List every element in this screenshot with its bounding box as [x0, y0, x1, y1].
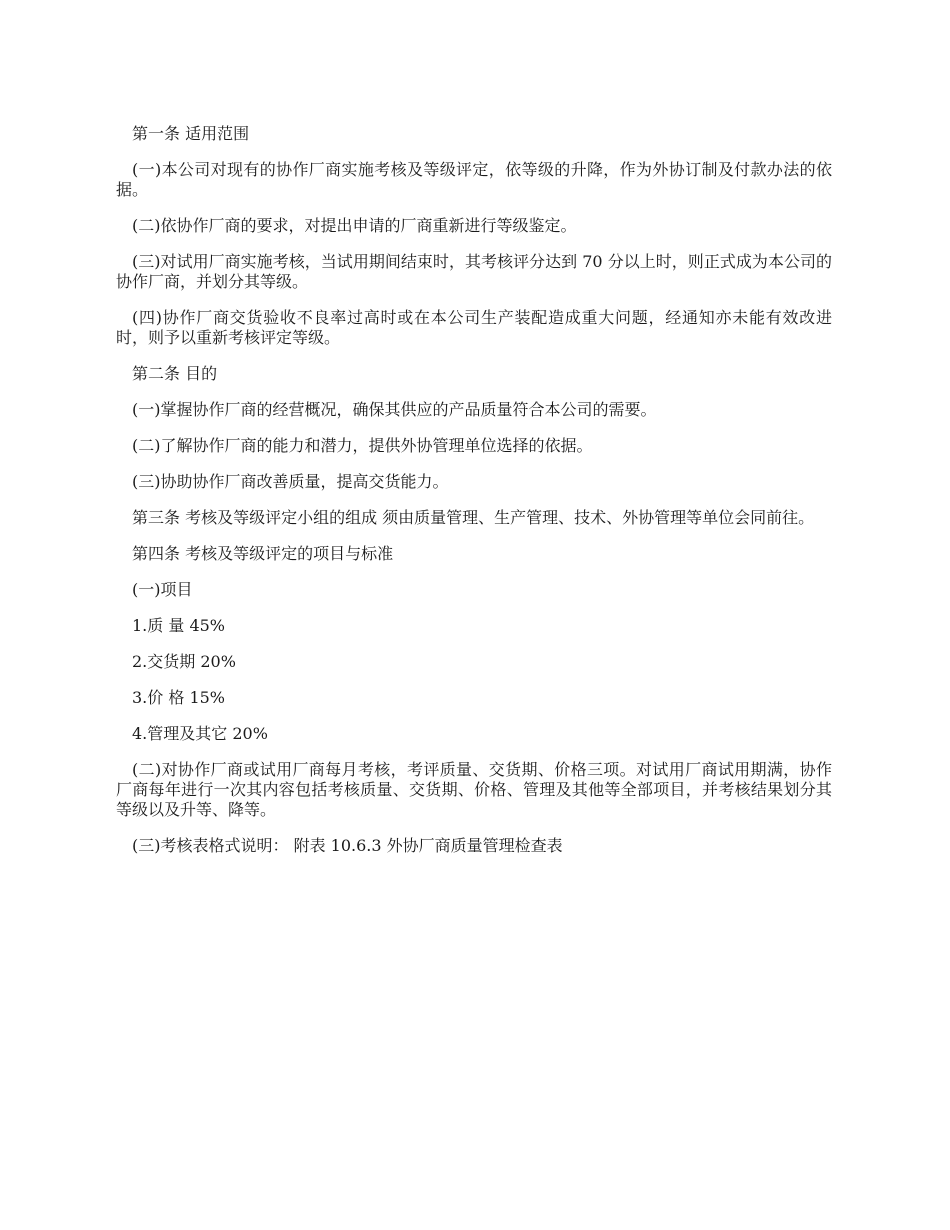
paragraph-form-note: (三)考核表格式说明： 附表 10.6.3 外协厂商质量管理检查表	[132, 836, 563, 855]
paragraph-monthly-review: (二)对协作厂商或试用厂商每月考核，考评质量、交货期、价格三项。对试用厂商试用期满，协作厂商每年进行一次其内容包括考核质量、交货期、价格、管理及其他等全部项目，并考核结果划分其等级以及升等、降等。	[116, 760, 832, 819]
paragraph-scope-3: (三)对试用厂商实施考核，当试用期间结束时，其考核评分达到 70 分以上时，则正式成为本公司的协作厂商，并划分其等级。	[116, 252, 832, 291]
document-page	[116, 124, 832, 872]
paragraph-scope-4: (四)协作厂商交货验收不良率过高时或在本公司生产装配造成重大问题，经通知亦未能有效改进时，则予以重新考核评定等级。	[116, 308, 832, 347]
section-heading-purpose: 第二条 目的	[132, 364, 218, 383]
list-item-management: 4.管理及其它 20%	[132, 724, 268, 743]
list-item-delivery: 2.交货期 20%	[132, 652, 236, 671]
paragraph-purpose-1: (一)掌握协作厂商的经营概况，确保其供应的产品质量符合本公司的需要。	[132, 400, 657, 419]
section-heading-scope: 第一条 适用范围	[132, 124, 250, 143]
paragraph-purpose-3: (三)协助协作厂商改善质量，提高交货能力。	[132, 472, 449, 491]
list-item-quality: 1.质 量 45%	[132, 616, 226, 635]
paragraph-items-heading: (一)项目	[132, 580, 193, 599]
section-heading-criteria: 第四条 考核及等级评定的项目与标准	[132, 544, 394, 563]
paragraph-scope-1: (一)本公司对现有的协作厂商实施考核及等级评定，依等级的升降，作为外协订制及付款办法的依据。	[116, 160, 832, 199]
list-item-price: 3.价 格 15%	[132, 688, 226, 707]
paragraph-purpose-2: (二)了解协作厂商的能力和潜力，提供外协管理单位选择的依据。	[132, 436, 593, 455]
paragraph-scope-2: (二)依协作厂商的要求，对提出申请的厂商重新进行等级鉴定。	[132, 216, 577, 235]
section-heading-team: 第三条 考核及等级评定小组的组成 须由质量管理、生产管理、技术、外协管理等单位会同前往。	[132, 508, 815, 527]
